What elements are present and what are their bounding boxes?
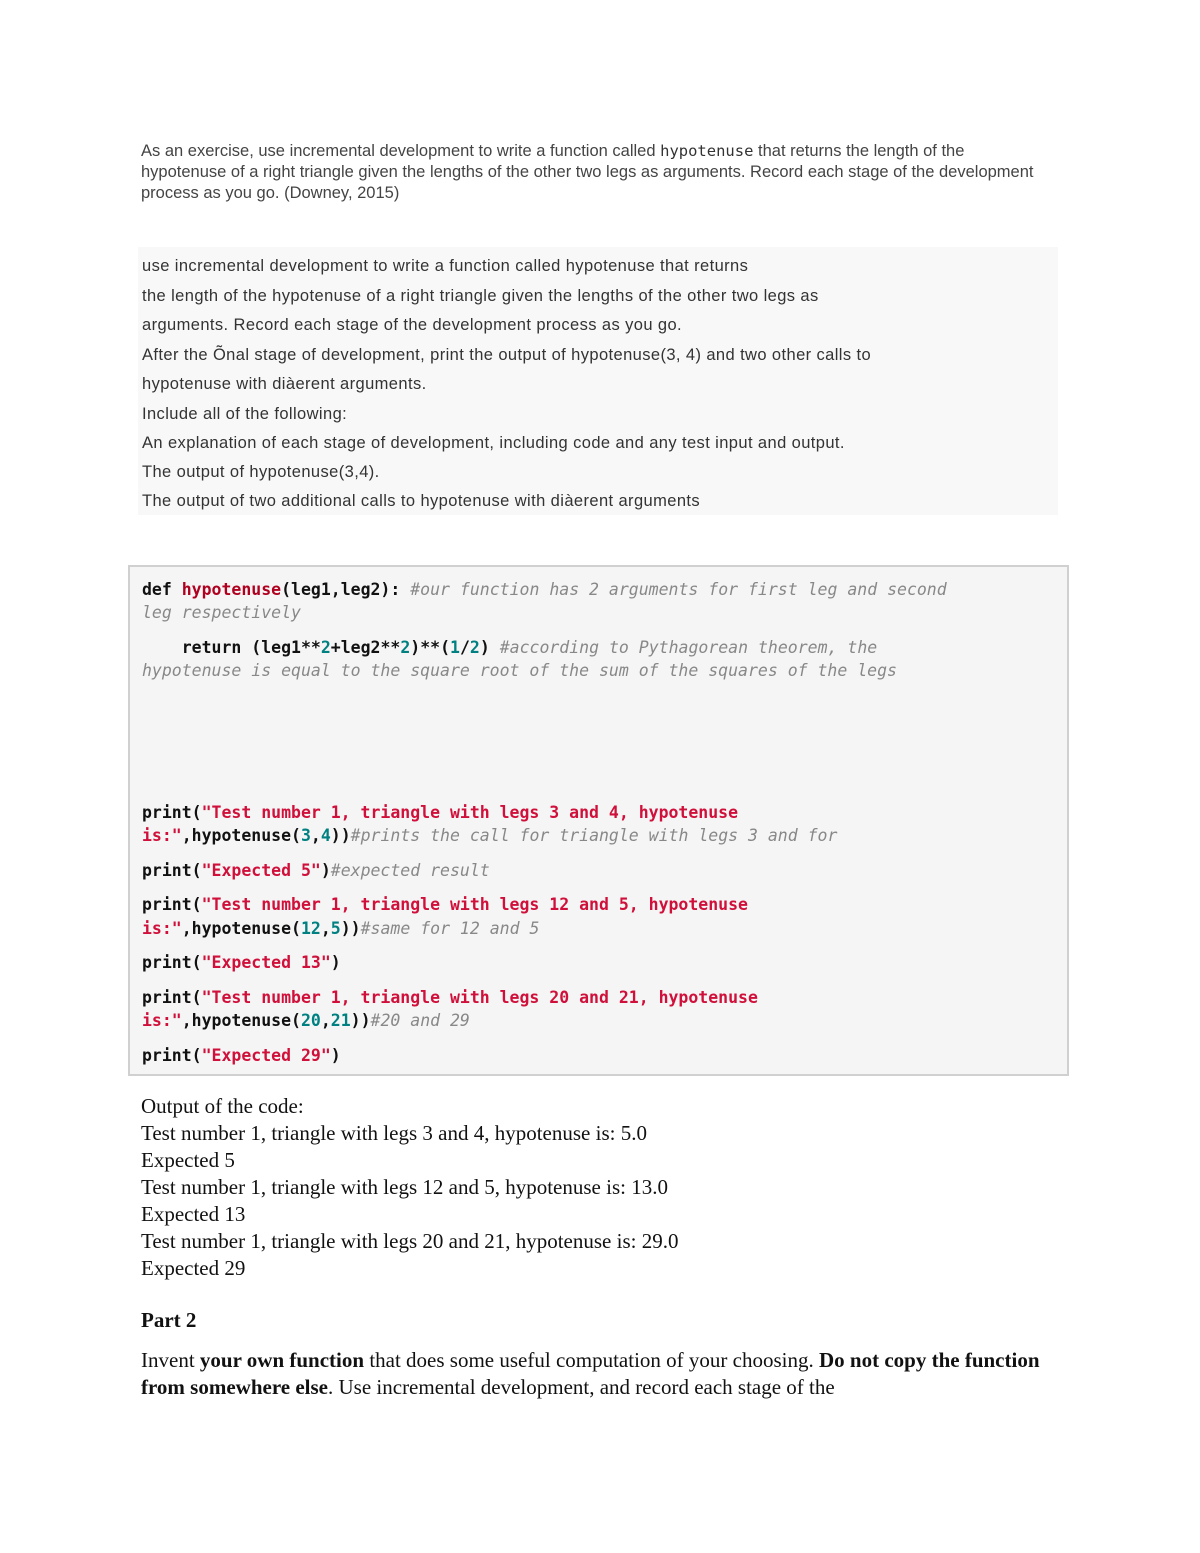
task-line: The output of two additional calls to hypotenuse with diàerent arguments: [142, 492, 701, 510]
part2-text: Invent: [141, 1348, 200, 1372]
code-block: [128, 565, 1069, 1076]
part2-heading: Part 2: [141, 1308, 197, 1332]
code-number: 21: [330, 1011, 351, 1030]
output-line: Expected 29: [141, 1256, 246, 1280]
code-string: is:": [142, 1011, 182, 1030]
code-token: )**(: [410, 638, 451, 657]
code-token: ): [479, 638, 490, 657]
code-line-return: [142, 637, 877, 659]
code-token: (leg1**: [251, 638, 321, 657]
code-line-print-test2: [142, 894, 748, 916]
keyword-print: print(: [142, 953, 202, 972]
function-name: hypotenuse: [181, 580, 282, 599]
code-number: 3: [300, 826, 311, 845]
code-string: "Test number 1, triangle with legs 20 and 21, hypotenuse: [201, 988, 758, 1007]
keyword-return: return: [181, 638, 242, 657]
code-line-print-expected3: print("Expected 29"): [142, 1046, 341, 1065]
code-token: +leg2**: [330, 638, 401, 657]
code-string: "Expected 29": [201, 1046, 331, 1065]
code-number: 2: [469, 638, 480, 657]
code-number: 2: [320, 638, 331, 657]
code-number: 5: [330, 919, 341, 938]
intro-code-word: hypotenuse: [660, 142, 754, 160]
code-string: "Expected 13": [201, 953, 331, 972]
task-line: An explanation of each stage of development, including code and any test input and output.: [142, 434, 845, 452]
part2-text: . Use incremental development, and record each stage of the: [328, 1375, 835, 1399]
intro-text-2: that returns the length of the hypotenuse of a right triangle given the lengths of the other two legs as arguments. Record each stage of the development process as you go. (Downey, 2015): [141, 142, 1034, 202]
code-token: /: [459, 638, 470, 657]
keyword-def: def: [142, 580, 172, 599]
code-string: is:": [142, 919, 182, 938]
intro-text-1: As an exercise, use incremental development to write a function called: [141, 142, 661, 160]
code-output-section: [141, 1093, 678, 1282]
code-comment: #same for 12 and 5: [360, 919, 540, 938]
code-token: ,hypotenuse(: [181, 1011, 301, 1030]
code-comment: #our function has 2 arguments for first leg and second: [410, 580, 947, 599]
keyword-print: print(: [142, 895, 202, 914]
intro-paragraph: [141, 141, 1041, 204]
code-comment: #according to Pythagorean theorem, the: [499, 638, 878, 657]
part2-bold-text: your own function: [199, 1348, 365, 1372]
code-string: "Test number 1, triangle with legs 12 and 5, hypotenuse: [201, 895, 748, 914]
code-line-def: [142, 579, 947, 601]
code-comment: #20 and 29: [370, 1011, 470, 1030]
task-line: The output of hypotenuse(3,4).: [142, 463, 380, 481]
code-line-print-test1-cont: is:",hypotenuse(3,4))#prints the call for triangle with legs 3 and for: [142, 826, 838, 845]
task-description-box: [138, 247, 1058, 515]
code-number: 2: [400, 638, 411, 657]
keyword-print: print(: [142, 1046, 202, 1065]
task-line: Include all of the following:: [142, 405, 348, 423]
task-line: the length of the hypotenuse of a right triangle given the lengths of the other two legs as: [142, 287, 819, 305]
code-line-print-expected2: print("Expected 13"): [142, 953, 341, 972]
keyword-print: print(: [142, 988, 202, 1007]
code-number: 12: [300, 919, 321, 938]
def-params: (leg1,leg2):: [281, 580, 401, 599]
code-comment: #expected result: [330, 861, 490, 880]
code-comment: hypotenuse is equal to the square root of the sum of the squares of the legs: [142, 661, 897, 680]
code-comment: leg respectively: [142, 603, 301, 622]
code-line-print-test3: [142, 987, 758, 1009]
code-token: ,hypotenuse(: [181, 919, 301, 938]
code-number: 1: [450, 638, 460, 657]
code-line-print-test3-cont: is:",hypotenuse(20,21))#20 and 29: [142, 1011, 470, 1030]
code-string: "Expected 5": [201, 861, 321, 880]
code-string: "Test number 1, triangle with legs 3 and 4, hypotenuse: [201, 803, 739, 822]
task-line: After the Õnal stage of development, print the output of hypotenuse(3, 4) and two other calls to: [142, 346, 872, 364]
output-line: Expected 13: [141, 1202, 246, 1226]
code-line-print-expected1: print("Expected 5")#expected result: [142, 861, 490, 880]
task-line: arguments. Record each stage of the development process as you go.: [142, 316, 683, 334]
code-line-print-test1: [142, 802, 738, 824]
code-string: is:": [142, 826, 182, 845]
keyword-print: print(: [142, 861, 202, 880]
output-line: Test number 1, triangle with legs 3 and 4, hypotenuse is: 5.0: [141, 1121, 647, 1145]
task-line: hypotenuse with diàerent arguments.: [142, 375, 427, 393]
code-comment: #prints the call for triangle with legs 3 and for: [350, 826, 838, 845]
code-line-comment-wrap: [142, 660, 897, 682]
code-line-print-test2-cont: is:",hypotenuse(12,5))#same for 12 and 5: [142, 919, 540, 938]
code-line-comment-wrap: [142, 602, 301, 624]
task-line: use incremental development to write a function called hypotenuse that returns: [142, 257, 749, 275]
part2-bold-text: Do not copy the function from somewhere else: [141, 1348, 1040, 1399]
output-line: Test number 1, triangle with legs 20 and 21, hypotenuse is: 29.0: [141, 1229, 679, 1253]
output-line: Expected 5: [141, 1148, 235, 1172]
output-heading: Output of the code:: [141, 1094, 304, 1118]
code-number: 4: [320, 826, 331, 845]
part2-paragraph: [141, 1347, 1071, 1401]
code-token: ,hypotenuse(: [181, 826, 301, 845]
keyword-print: print(: [142, 803, 202, 822]
part2-text: that does some useful computation of your choosing.: [364, 1348, 819, 1372]
code-number: 20: [300, 1011, 321, 1030]
output-line: Test number 1, triangle with legs 12 and 5, hypotenuse is: 13.0: [141, 1175, 668, 1199]
